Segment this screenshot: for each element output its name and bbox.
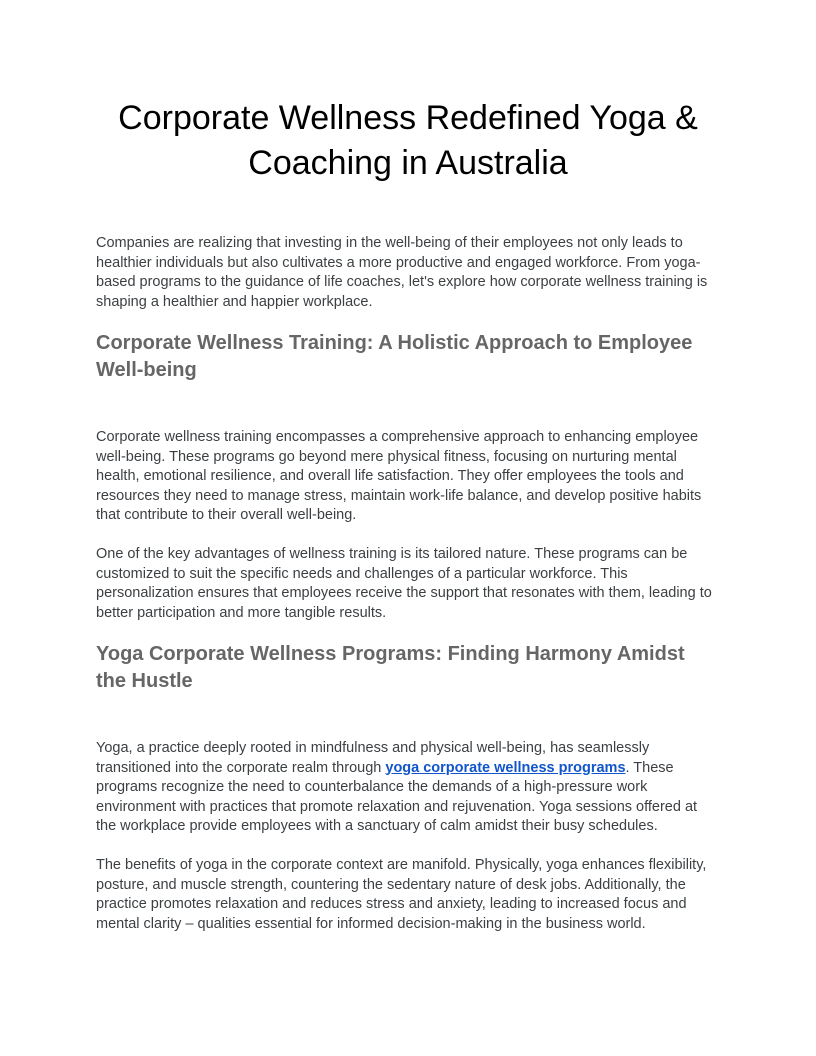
section-heading-corporate-wellness-training: Corporate Wellness Training: A Holistic Approach to Employee Well-being [96,332,693,381]
section2-paragraph-1-text-after: . These programs recognize the need to counterbalance the demands of a high-pressure work environment with practices that promote relaxation and rejuvenation. Yoga sessions offered at the workplace provide employees with a sanctuary of calm amidst their busy schedules. [96,759,698,834]
intro-paragraph: Companies are realizing that investing in the well-being of their employees not only leads to healthier individuals but also cultivates a more productive and engaged workforce. From yoga-based programs to the guidance of life coaches, let's explore how corporate wellness training is shaping a healthier and happier workplace. [96,235,708,310]
section-heading-yoga-corporate-wellness: Yoga Corporate Wellness Programs: Finding Harmony Amidst the Hustle [96,643,685,692]
section2-paragraph-1-text-before: Yoga, a practice deeply rooted in mindfulness and physical well-being, has seamlessly transitioned into the corporate realm through [96,740,650,776]
page-title: Corporate Wellness Redefined Yoga & Coaching in Australia [118,99,698,182]
section1-paragraph-2: One of the key advantages of wellness training is its tailored nature. These programs can be customized to suit the specific needs and challenges of a particular workforce. This personalization ensures that employees receive the support that resonates with them, leading to better participation and more tangible results. [96,546,712,621]
yoga-corporate-wellness-programs-link[interactable]: yoga corporate wellness programs [385,759,626,776]
section2-paragraph-2: The benefits of yoga in the corporate context are manifold. Physically, yoga enhances flexibility, posture, and muscle strength, countering the sedentary nature of desk jobs. Additionally, the practice promotes relaxation and reduces stress and anxiety, leading to increased focus and mental clarity – qualities essential for informed decision-making in the business world. [96,857,707,932]
section1-paragraph-1: Corporate wellness training encompasses a comprehensive approach to enhancing employee well-being. These programs go beyond mere physical fitness, focusing on nurturing mental health, emotional resilience, and overall life satisfaction. They offer employees the tools and resources they need to manage stress, maintain work-life balance, and develop positive habits that contribute to their overall well-being. [96,429,702,523]
section2-paragraph-1 [96,739,720,837]
